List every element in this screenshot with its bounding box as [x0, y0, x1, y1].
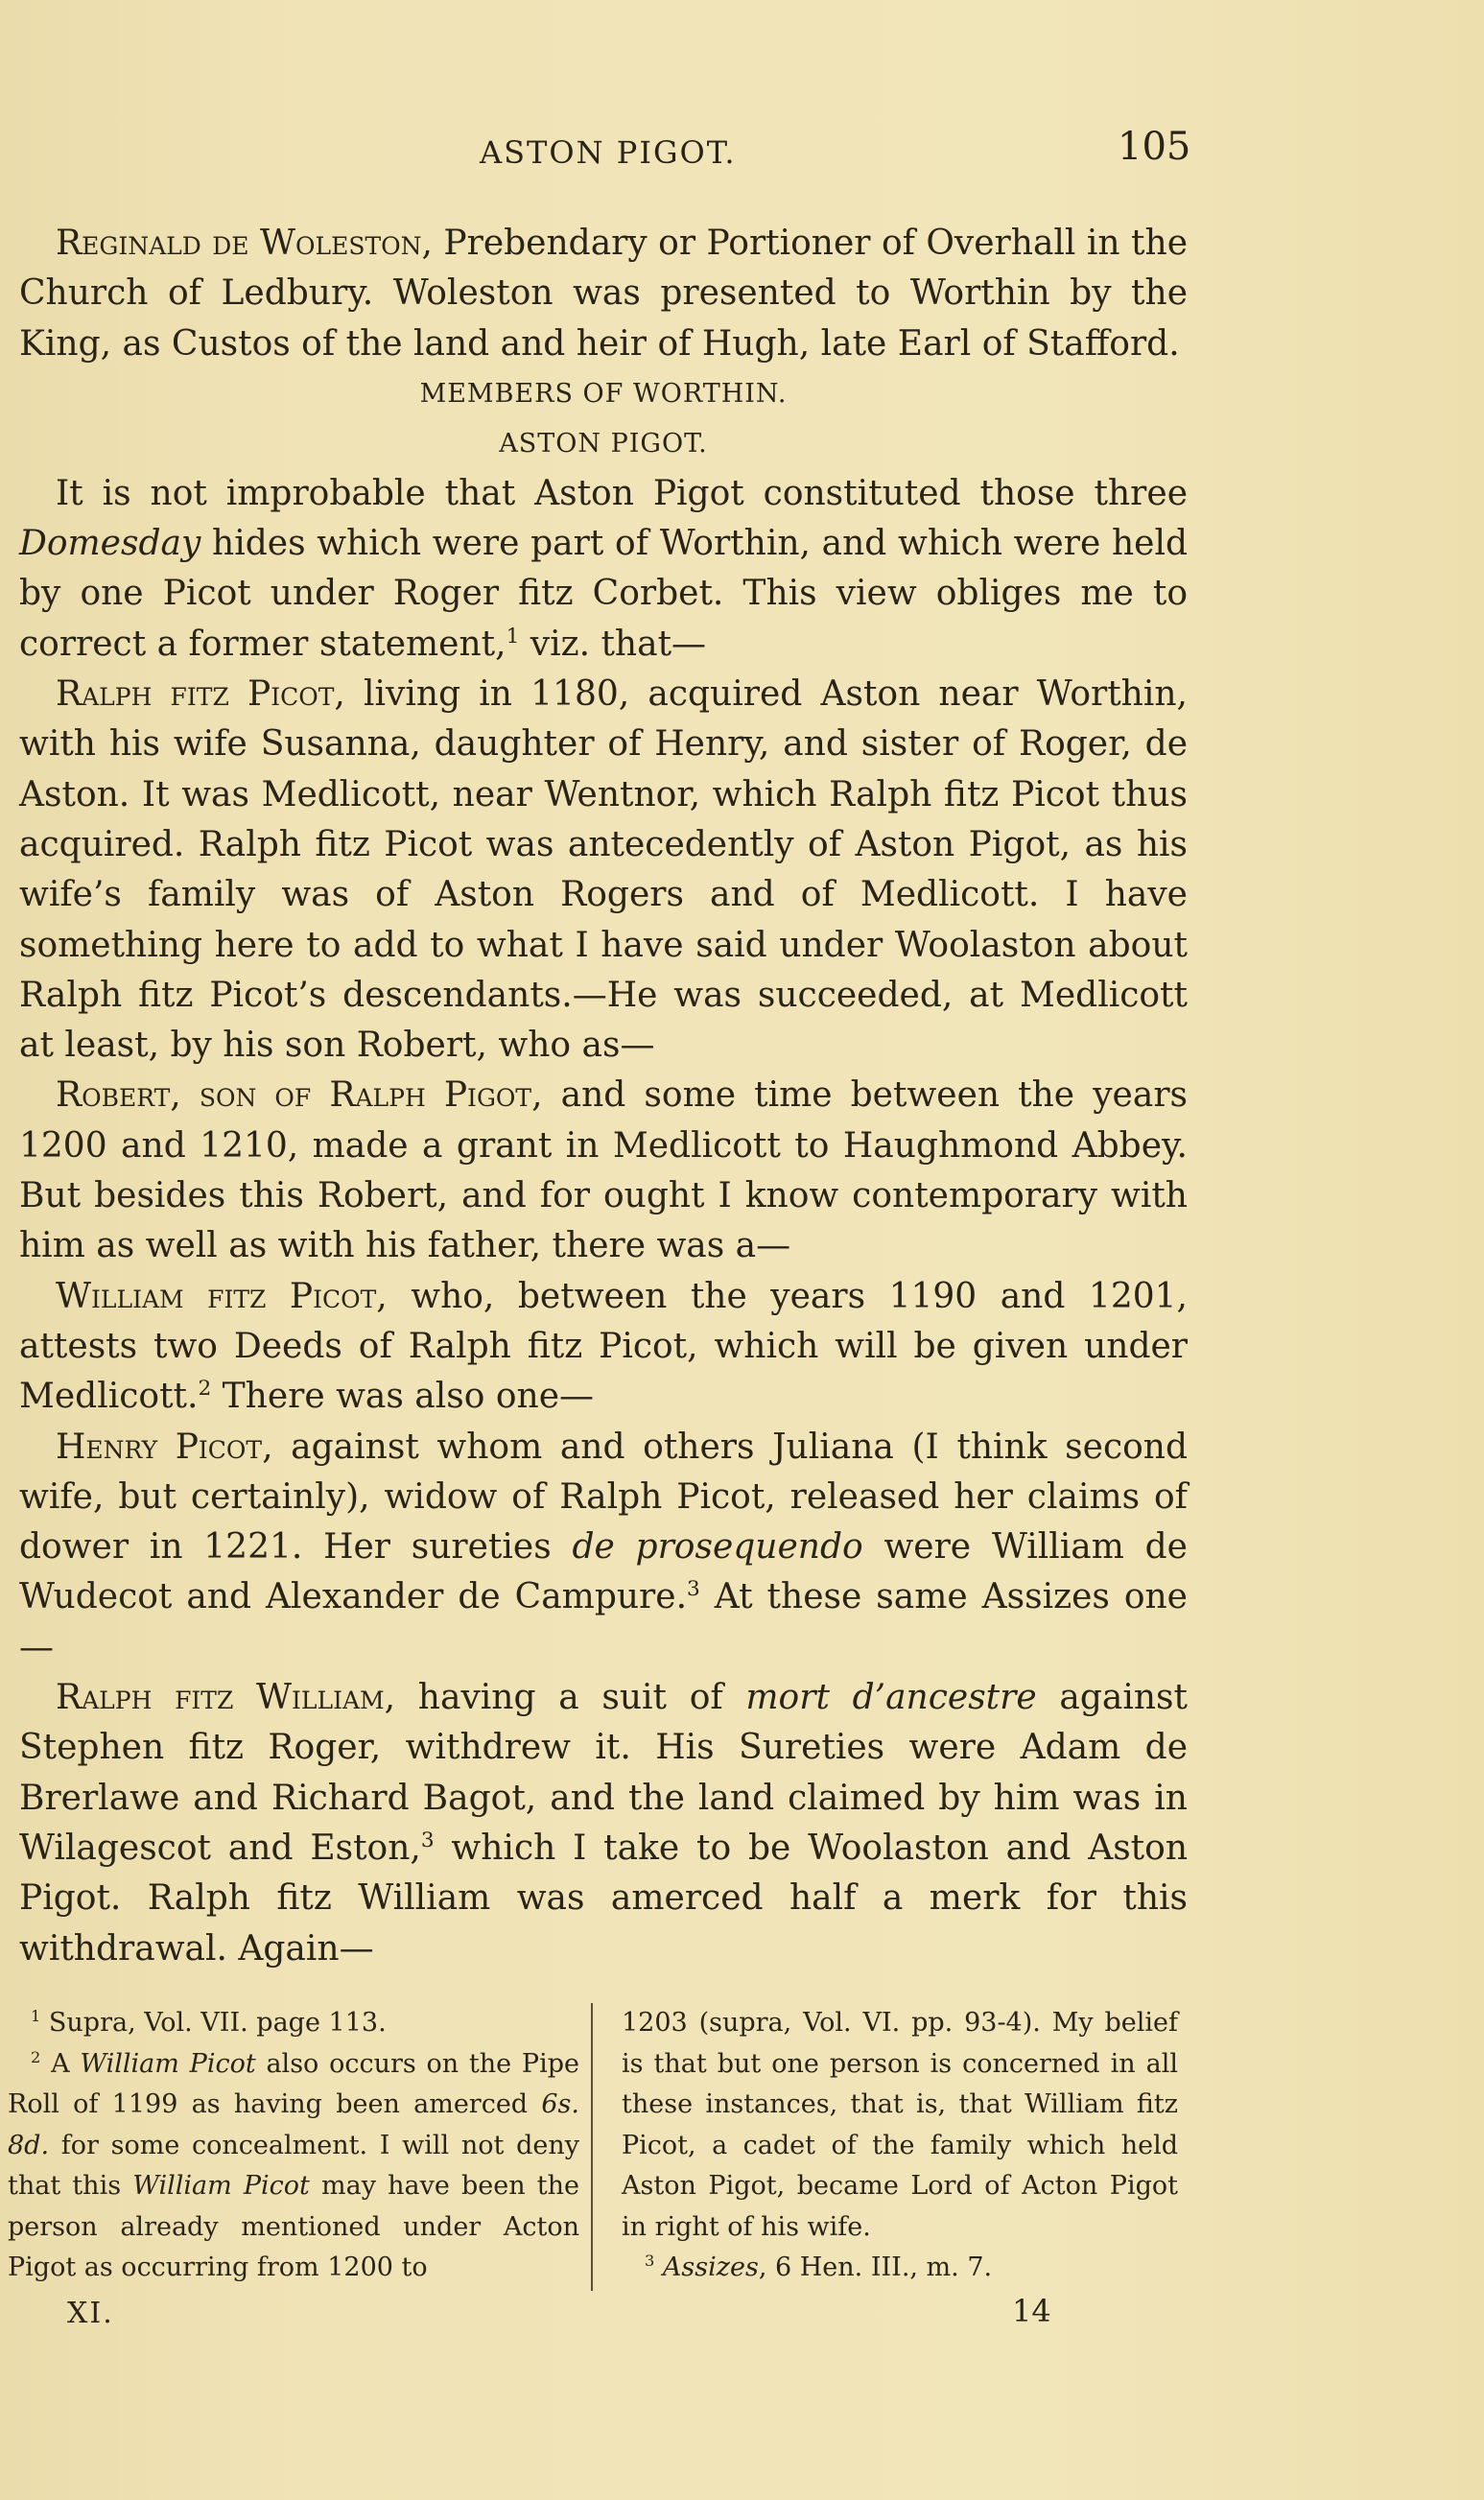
footnote-3: $^3$ Assizes, 6 Hen. III., m. 7.: [645, 2252, 993, 2282]
paragraph-woleston: Reginald de Woleston, Prebendary or Portioner of Overhall in the Church of Ledbury. Woleston was presented to Worthin by the King, as Custos of the land and heir of Hugh, late Earl of Stafford.: [19, 224, 1188, 364]
person-name: William fitz Picot: [56, 1276, 377, 1316]
footnotes-right-column: [593, 2003, 1178, 2291]
paragraph-ralph-fitz-picot: Ralph fitz Picot, living in 1180, acquired Aston near Worthin, with his wife Susanna, daughter of Henry, and sister of Roger, de Aston. It was Medlicott, near Wentnor, which Ralph fitz Picot thus acquired. Ralph fitz Picot was antecedently of Aston Pigot, as his wife’s family was of Aston Rogers and of Medlicott. I have something here to add to what I have said under Woolaston about Ralph fitz Picot’s descendants.—He was succeeded, at Medlicott at least, by his son Robert, who as—: [19, 674, 1188, 1066]
person-name: Robert, son of Ralph Pigot: [56, 1075, 532, 1116]
section-heading: MEMBERS OF WORTHIN.: [419, 378, 788, 409]
volume-signature: XI.: [67, 2297, 114, 2330]
sheet-number: 14: [1012, 2293, 1051, 2329]
footnote-ref[interactable]: 3: [420, 1828, 435, 1852]
person-name: Reginald de Woleston: [56, 224, 422, 263]
footnote-1: $^1$ Supra, Vol. VII. page 113.: [31, 2007, 387, 2038]
footnote-ref[interactable]: 2: [198, 1377, 212, 1402]
person-name: Ralph fitz Picot: [56, 674, 335, 715]
page-number: 105: [1118, 125, 1191, 169]
footnotes: [8, 2003, 1190, 2291]
paragraph-robert: Robert, son of Ralph Pigot, and some time between the years 1200 and 1210, made a grant in Medlicott to Haughmond Abbey. But besides this Robert, and for ought I know contemporary with him as well as with his father, there was a—: [19, 1075, 1189, 1266]
paragraph-ralph-fitz-william: Ralph fitz William, having a suit of mort d’ancestre against Stephen fitz Roger, withdrew it. His Sureties were Adam de Brerlawe and Richard Bagot, and the land claimed by him was in Wilagescot and Eston,$^3$ which I take to be Woolaston and Aston Pigot. Ralph fitz William was amerced half a merk for this withdrawal. Again—: [19, 1678, 1189, 1969]
person-name: Henry Picot: [56, 1427, 263, 1467]
subsection-heading: ASTON PIGOT.: [499, 428, 708, 459]
footnote-ref[interactable]: 1: [506, 624, 520, 649]
person-name: Ralph fitz William: [56, 1678, 385, 1718]
footnote-ref[interactable]: 3: [687, 1577, 700, 1602]
footnote-2: $^2$ A William Picot also occurs on the Pipe Roll of 1199 as having been amerced 6s. 8d. for some concealment. I will not deny that this William Picot may have been the person already mentioned under Acton Pigot as occurring from 1200 to: [8, 2047, 579, 2282]
paragraph-henry-picot: Henry Picot, against whom and others Juliana (I think second wife, but certainly), widow of Ralph Picot, released her claims of dower in 1221. Her sureties de prosequendo were William de Wudecot and Alexander de Campure.$^3$ At these same Assizes one—: [19, 1427, 1189, 1667]
main-text: [19, 219, 1188, 1974]
footnotes-left-column: [8, 2003, 593, 2291]
page-footer: [0, 2293, 1199, 2341]
paragraph-william-fitz-picot: William fitz Picot, who, between the years 1190 and 1201, attests two Deeds of Ralph fitz Picot, which will be given under Medlicott.$^2$ There was also one—: [19, 1276, 1188, 1417]
footnote-2-continued: 1203 (supra, Vol. VI. pp. 93-4). My belief is that but one person is concerned in all these instances, that is, that William fitz Picot, a cadet of the family which held Aston Pigot, became Lord of Acton Pigot in right of his wife.: [622, 2008, 1178, 2242]
paragraph-aston-pigot: It is not improbable that Aston Pigot constituted those three Domesday hides which were part of Worthin, and which were held by one Picot under Roger fitz Corbet. This view obliges me to correct a former statement,$^1$ viz. that—: [19, 473, 1188, 664]
running-title: ASTON PIGOT.: [480, 134, 737, 171]
page-header: [0, 123, 1199, 180]
